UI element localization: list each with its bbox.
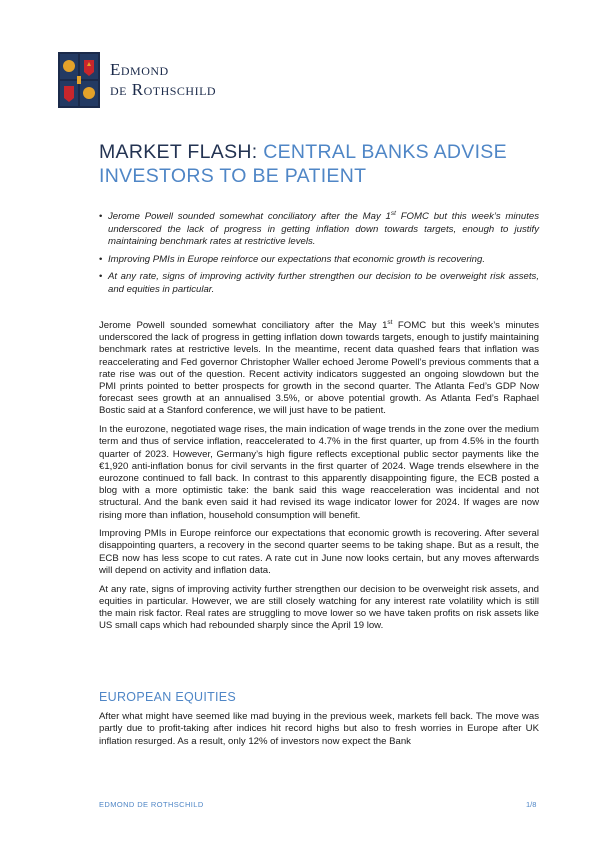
key-points-list xyxy=(99,211,539,301)
key-point-text: At any rate, signs of improving activity further strengthen our decision to be overweight risk assets, and equities in particular. xyxy=(108,271,539,295)
key-point-text: Improving PMIs in Europe reinforce our expectations that economic growth is recovering. xyxy=(108,253,485,265)
paragraph xyxy=(99,320,539,418)
key-point xyxy=(99,271,539,296)
key-point xyxy=(99,254,539,267)
superscript: st xyxy=(390,209,396,217)
title-prefix: MARKET FLASH: xyxy=(99,141,258,163)
brand-line-2: de Rothschild xyxy=(110,80,217,99)
paragraph: Improving PMIs in Europe reinforce our expectations that economic growth is recovering. After several disappointing quarters, a recovery in the second quarter seems to be taking shape. But as a result, the ECB now has less scope to cut rates. A rate cut in June now looks certain, but any moves afterwards will depend on activity and inflation data. xyxy=(99,528,539,576)
key-point-text: FOMC but this week’s minutes underscored the lack of progress in getting inflation down towards targets, enough to justify maintaining benchmark rates at restrictive levels. xyxy=(108,211,539,247)
section-text: After what might have seemed like mad buying in the previous week, markets fell back. The move was partly due to profit-taking after indices hit record highs but also to fresh worries in Europe after UK inflation resurged. As a result, only 12% of investors now expect the Bank xyxy=(99,711,539,747)
title-main: CENTRAL BANKS ADVISE INVESTORS TO BE PATIENT xyxy=(99,141,507,187)
coat-of-arms-logo xyxy=(58,52,100,108)
key-point xyxy=(99,211,539,249)
paragraph: In the eurozone, negotiated wage rises, the main indication of wage trends in the zone over the medium term and thus of service inflation, reaccelerated to 4.7% in the first quarter, up from 4.5% in the fourth quarter of 2023. However, Germany’s high figure reflects exceptional public sector payments like the €1,920 anti-inflation bonus for civil servants in the first quarter of 2024. Wage trends elsewhere in the eurozone continued to fall back. In contrast to this apparently disappointing figure, the ECB posted a blog with a more optimistic take: the bank said this wage reacceleration was incidental and not structural. And the bank even said it had revised its wage indicator lower for 2024. If wages are now rising more than inflation, household consumption will benefit. xyxy=(99,424,539,521)
key-point-text: Jerome Powell sounded somewhat conciliatory after the May 1 xyxy=(108,211,391,222)
paragraph-text: FOMC but this week’s minutes underscored the lack of progress in getting inflation down towards targets, enough to justify maintaining benchmark rates at restrictive levels. In the meantime, recent data quashed fears that inflation was reaccelerating and Fed governor Christopher Waller echoed Jerome Powell’s previous comments that a rate rise was out of the question. Recent activity indicators suggested an ongoing slowdown but the PMI prints pointed to better prospects for growth in the second quarter. The Atlanta Fed’s GDP Now forecast sees growth at an annualised 3.5%, or above potential growth. As Atlanta Fed’s Raphael Bostic said at a Stanford conference, we will just have to be patient. xyxy=(99,320,539,417)
brand-name xyxy=(110,60,216,100)
page-number: 1/8 xyxy=(526,800,537,809)
footer-brand: EDMOND DE ROTHSCHILD xyxy=(99,800,204,809)
section-heading: EUROPEAN EQUITIES xyxy=(99,690,237,704)
superscript: st xyxy=(387,318,393,326)
brand-line-1: Edmond xyxy=(110,60,169,79)
paragraph: At any rate, signs of improving activity further strengthen our decision to be overweight risk assets, and equities in particular. However, we are still closely watching for any interest rate volatility which is still the main risk factor. Real rates are struggling to move lower so we have taken profits on risk assets like US small caps which had rebounded sharply since the April 19 low. xyxy=(99,583,539,632)
paragraph-text: Jerome Powell sounded somewhat conciliatory after the May 1 xyxy=(99,320,388,331)
article-body xyxy=(99,320,539,639)
page-title xyxy=(99,140,519,188)
